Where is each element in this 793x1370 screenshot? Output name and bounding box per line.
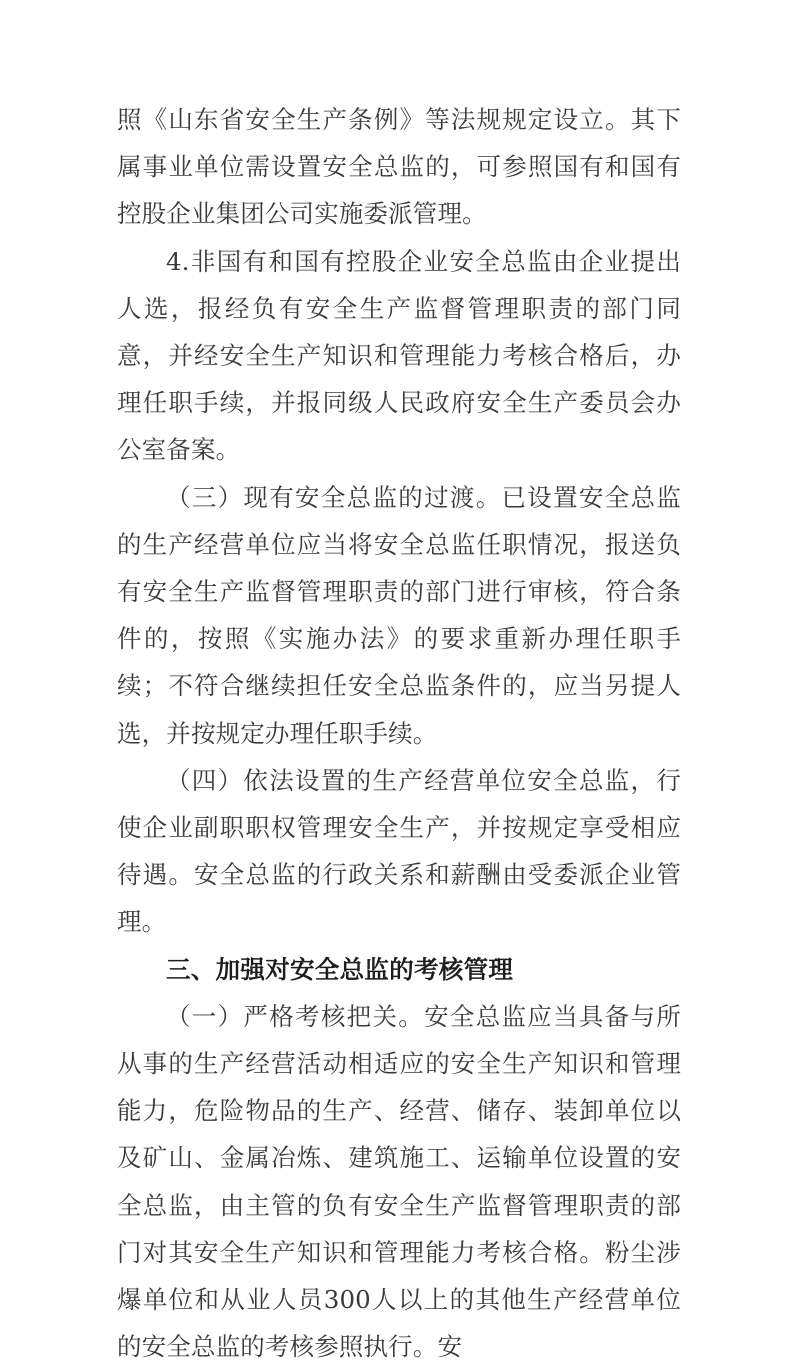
paragraph-continued: 照《山东省安全生产条例》等法规规定设立。其下属事业单位需设置安全总监的，可参照国有和国有控股企业集团公司实施委派管理。 (117, 105, 681, 229)
paragraph-item-four: （四）依法设置的生产经营单位安全总监，行使企业副职职权管理安全生产，并按规定享受相应待遇。安全总监的行政关系和薪酬由受委派企业管理。 (117, 765, 681, 937)
section-heading-three: 三、加强对安全总监的考核管理 (166, 954, 514, 984)
paragraph-item-4: 4.非国有和国有控股企业安全总监由企业提出人选，报经负有安全生产监督管理职责的部门同意，并经安全生产知识和管理能力考核合格后，办理任职手续，并报同级人民政府安全生产委员会办公室备案。 (117, 246, 681, 465)
document-body (117, 96, 681, 1370)
paragraph-item-three: （三）现有安全总监的过渡。已设置安全总监的生产经营单位应当将安全总监任职情况，报送负有安全生产监督管理职责的部门进行审核，符合条件的，按照《实施办法》的要求重新办理任职手续；不符合继续担任安全总监条件的，应当另提人选，并按规定办理任职手续。 (117, 482, 681, 748)
paragraph-subitem-one: （一）严格考核把关。安全总监应当具备与所从事的生产经营活动相适应的安全生产知识和管理能力，危险物品的生产、经营、储存、装卸单位以及矿山、金属冶炼、建筑施工、运输单位设置的安全总监，由主管的负有安全生产监督管理职责的部门对其安全生产知识和管理能力考核合格。粉尘涉爆单位和从业人员300人以上的其他生产经营单位的安全总监的考核参照执行。安 (117, 1001, 681, 1362)
